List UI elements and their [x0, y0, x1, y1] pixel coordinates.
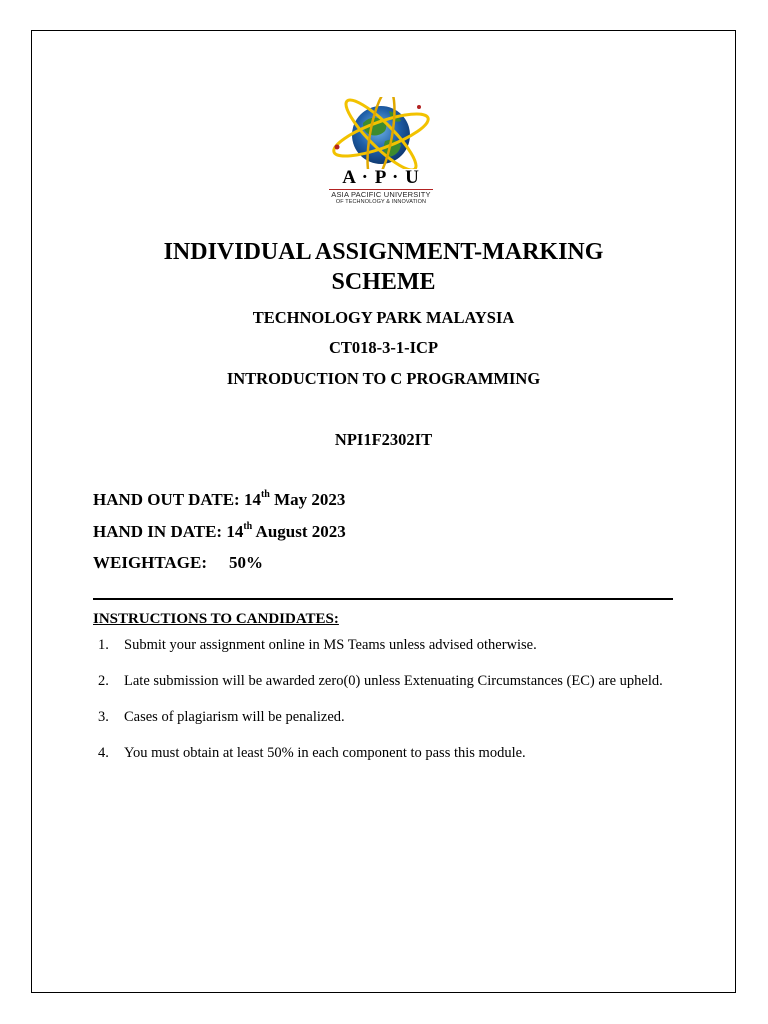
hand-out-ordinal: th [260, 489, 270, 501]
instruction-number: 2. [98, 673, 109, 689]
hand-in-date [93, 521, 346, 543]
weightage-label: WEIGHTAGE: [93, 553, 207, 572]
weightage [93, 552, 263, 574]
hand-in-label: HAND IN DATE: 14 [93, 522, 244, 541]
logo-letters: A · P · U [342, 167, 420, 188]
instructions-list [93, 636, 683, 780]
instruction-text: Cases of plagiarism will be penalized. [124, 709, 345, 725]
instruction-text: You must obtain at least 50% in each component to pass this module. [124, 745, 526, 761]
instructions-heading: INSTRUCTIONS TO CANDIDATES: [93, 611, 339, 627]
instruction-item [93, 708, 683, 726]
section-divider [93, 598, 673, 600]
module-name: INTRODUCTION TO C PROGRAMMING [226, 369, 541, 388]
instruction-item [93, 744, 683, 762]
document-title-line2: SCHEME [331, 269, 436, 295]
hand-out-date [93, 489, 345, 511]
hand-out-label: HAND OUT DATE: 14 [93, 490, 261, 509]
logo-university-name: ASIA PACIFIC UNIVERSITY [331, 190, 431, 199]
instruction-number: 3. [98, 709, 109, 725]
module-code: CT018-3-1-ICP [328, 338, 439, 357]
instruction-text: Submit your assignment online in MS Teams unless advised otherwise. [124, 637, 537, 653]
apu-logo [319, 97, 443, 207]
globe-atom-icon [319, 97, 443, 169]
instruction-number: 4. [98, 745, 109, 761]
instruction-number: 1. [98, 637, 109, 653]
instruction-item [93, 636, 683, 654]
hand-in-rest: August 2023 [252, 522, 346, 541]
hand-in-ordinal: th [243, 521, 253, 533]
instruction-item [93, 672, 683, 690]
location-heading: TECHNOLOGY PARK MALAYSIA [252, 308, 515, 327]
logo-university-tagline: OF TECHNOLOGY & INNOVATION [335, 199, 427, 205]
instruction-text: Late submission will be awarded zero(0) unless Extenuating Circumstances (EC) are upheld. [124, 673, 663, 689]
hand-out-rest: May 2023 [269, 490, 346, 509]
intake-code: NPI1F2302IT [334, 430, 433, 449]
document-title-line1: INDIVIDUAL ASSIGNMENT-MARKING [163, 239, 604, 265]
weightage-value: 50% [228, 553, 263, 572]
